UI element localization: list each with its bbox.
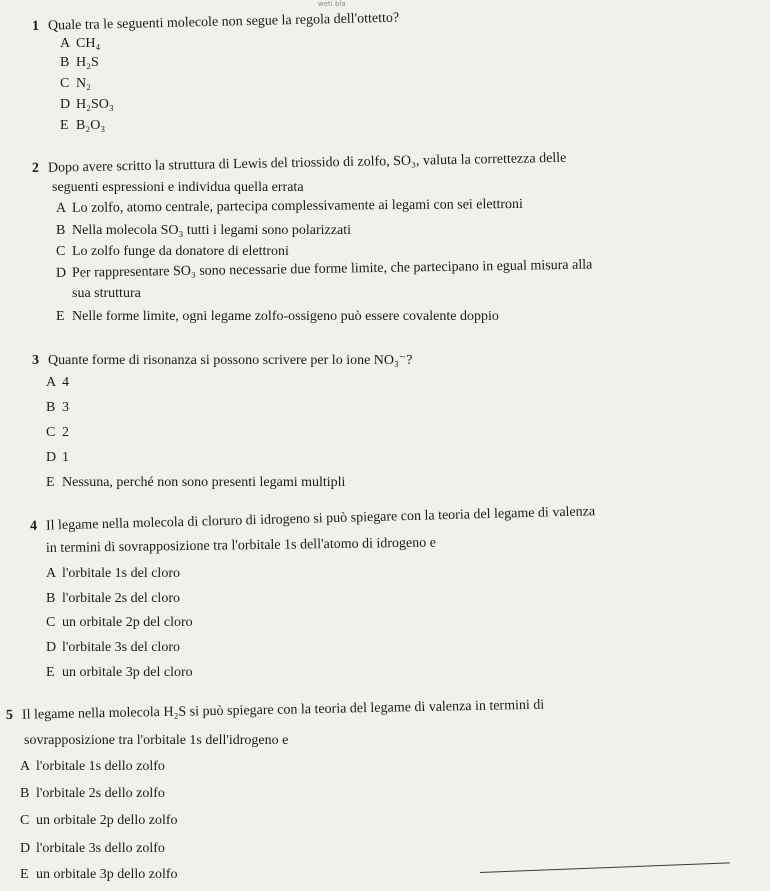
page-divider-line: [480, 862, 730, 873]
option-letter: C: [56, 244, 66, 259]
question-4: [30, 503, 596, 536]
option-text: 4: [62, 375, 69, 390]
option-text: B₂O₃: [76, 118, 106, 133]
question-number: 2: [31, 160, 40, 176]
option-text: 3: [62, 400, 69, 415]
option-text: un orbitale 2p del cloro: [62, 615, 193, 630]
option-letter: D: [55, 265, 67, 281]
option-letter: A: [20, 759, 31, 774]
question-text: Il legame nella molecola di cloruro di idrogeno si può spiegare con la teoria del legame di valenza: [45, 504, 596, 534]
option-text: l'orbitale 1s dello zolfo: [36, 759, 165, 774]
question-5-continuation: sovrapposizione tra l'orbitale 1s dell'idrogeno e: [24, 733, 289, 748]
option-letter: A: [46, 375, 57, 390]
question-text: Dopo avere scritto la struttura di Lewis del triossido di zolfo, SO₃, valuta la correttezza delle: [47, 150, 567, 176]
question-4-continuation: in termini di sovrapposizione tra l'orbitale 1s dell'atomo di idrogeno e: [45, 535, 437, 556]
option-3-a[interactable]: [46, 374, 69, 392]
option-letter: E: [56, 309, 65, 324]
question-3: [32, 352, 413, 370]
option-text: 2: [62, 425, 69, 440]
option-letter: A: [46, 566, 57, 581]
option-text: l'orbitale 1s del cloro: [62, 566, 180, 581]
option-1-b[interactable]: [60, 54, 99, 72]
option-2-b[interactable]: [56, 222, 351, 240]
option-5-b[interactable]: [20, 785, 165, 803]
option-text: H₂SO₃: [76, 97, 114, 112]
option-letter: D: [20, 841, 31, 856]
option-5-a[interactable]: [20, 758, 165, 776]
option-text: Nelle forme limite, ogni legame zolfo-ossigeno può essere covalente doppio: [72, 309, 499, 324]
option-text: Per rappresentare SO₃ sono necessarie due forme limite, che partecipano in egual misura alla: [71, 257, 593, 281]
option-5-c[interactable]: [20, 812, 178, 830]
option-text: H₂S: [76, 55, 99, 70]
option-letter: B: [46, 400, 56, 415]
option-3-c[interactable]: [46, 424, 69, 442]
option-text: Lo zolfo, atomo centrale, partecipa complessivamente ai legami con sei elettroni: [71, 196, 523, 216]
option-letter: B: [20, 786, 30, 801]
question-text: Il legame nella molecola H₂S si può spiegare con la teoria del legame di valenza in termini di: [21, 697, 545, 723]
option-text: 1: [62, 450, 69, 465]
option-5-e[interactable]: [20, 866, 178, 884]
question-number: 3: [32, 353, 39, 368]
option-letter: E: [46, 475, 55, 490]
option-letter: D: [46, 450, 57, 465]
option-1-a[interactable]: [60, 35, 100, 53]
question-text: Quante forme di risonanza si possono scrivere per lo ione NO₃⁻?: [48, 353, 413, 368]
option-3-b[interactable]: [46, 399, 69, 417]
option-2-d-continuation: sua struttura: [72, 286, 141, 301]
option-4-c[interactable]: [46, 614, 193, 632]
option-letter: D: [60, 97, 71, 112]
question-number: 1: [31, 18, 40, 34]
question-text: Quale tra le seguenti molecole non segue la regola dell'ottetto?: [47, 10, 400, 34]
option-letter: A: [60, 36, 71, 51]
option-text: Nella molecola SO₃ tutti i legami sono polarizzati: [72, 223, 351, 238]
option-text: l'orbitale 3s dello zolfo: [36, 841, 165, 856]
option-letter: B: [56, 223, 66, 238]
option-letter: C: [20, 813, 30, 828]
option-letter: C: [60, 76, 70, 91]
question-2-continuation: seguenti espressioni e individua quella errata: [52, 180, 304, 195]
option-letter: A: [55, 200, 67, 216]
question-number: 4: [29, 518, 38, 534]
option-2-e[interactable]: [56, 308, 499, 326]
option-text: l'orbitale 2s del cloro: [62, 591, 180, 606]
option-text: Lo zolfo funge da donatore di elettroni: [72, 244, 289, 259]
option-4-d[interactable]: [46, 639, 180, 657]
option-letter: B: [60, 55, 70, 70]
option-5-d[interactable]: [20, 840, 165, 858]
option-text: CH₄: [76, 36, 101, 51]
option-4-e[interactable]: [46, 664, 193, 682]
option-letter: E: [46, 665, 55, 680]
option-text: un orbitale 3p dello zolfo: [36, 867, 178, 882]
question-1: [32, 10, 400, 36]
option-text: un orbitale 2p dello zolfo: [36, 813, 178, 828]
option-3-e[interactable]: [46, 474, 345, 492]
option-letter: C: [46, 615, 56, 630]
question-2: [32, 150, 567, 178]
option-text: Nessuna, perché non sono presenti legami multipli: [62, 475, 346, 490]
option-letter: E: [60, 118, 69, 133]
option-2-c[interactable]: [56, 243, 289, 261]
option-letter: C: [46, 425, 56, 440]
header-scribble: weti bla: [318, 0, 346, 8]
option-1-c[interactable]: [60, 75, 91, 93]
option-letter: D: [46, 640, 57, 655]
question-5: [6, 697, 545, 725]
option-text: l'orbitale 3s del cloro: [62, 640, 180, 655]
option-letter: B: [46, 591, 56, 606]
option-4-a[interactable]: [46, 565, 180, 583]
option-letter: E: [20, 867, 29, 882]
option-text: l'orbitale 2s dello zolfo: [36, 786, 165, 801]
option-4-b[interactable]: [46, 590, 180, 608]
option-text: N₂: [76, 76, 91, 91]
option-1-e[interactable]: [60, 117, 105, 135]
question-number: 5: [5, 707, 14, 723]
option-1-d[interactable]: [60, 96, 114, 114]
option-2-a[interactable]: [56, 196, 523, 218]
option-3-d[interactable]: [46, 449, 69, 467]
option-text: un orbitale 3p del cloro: [62, 665, 193, 680]
